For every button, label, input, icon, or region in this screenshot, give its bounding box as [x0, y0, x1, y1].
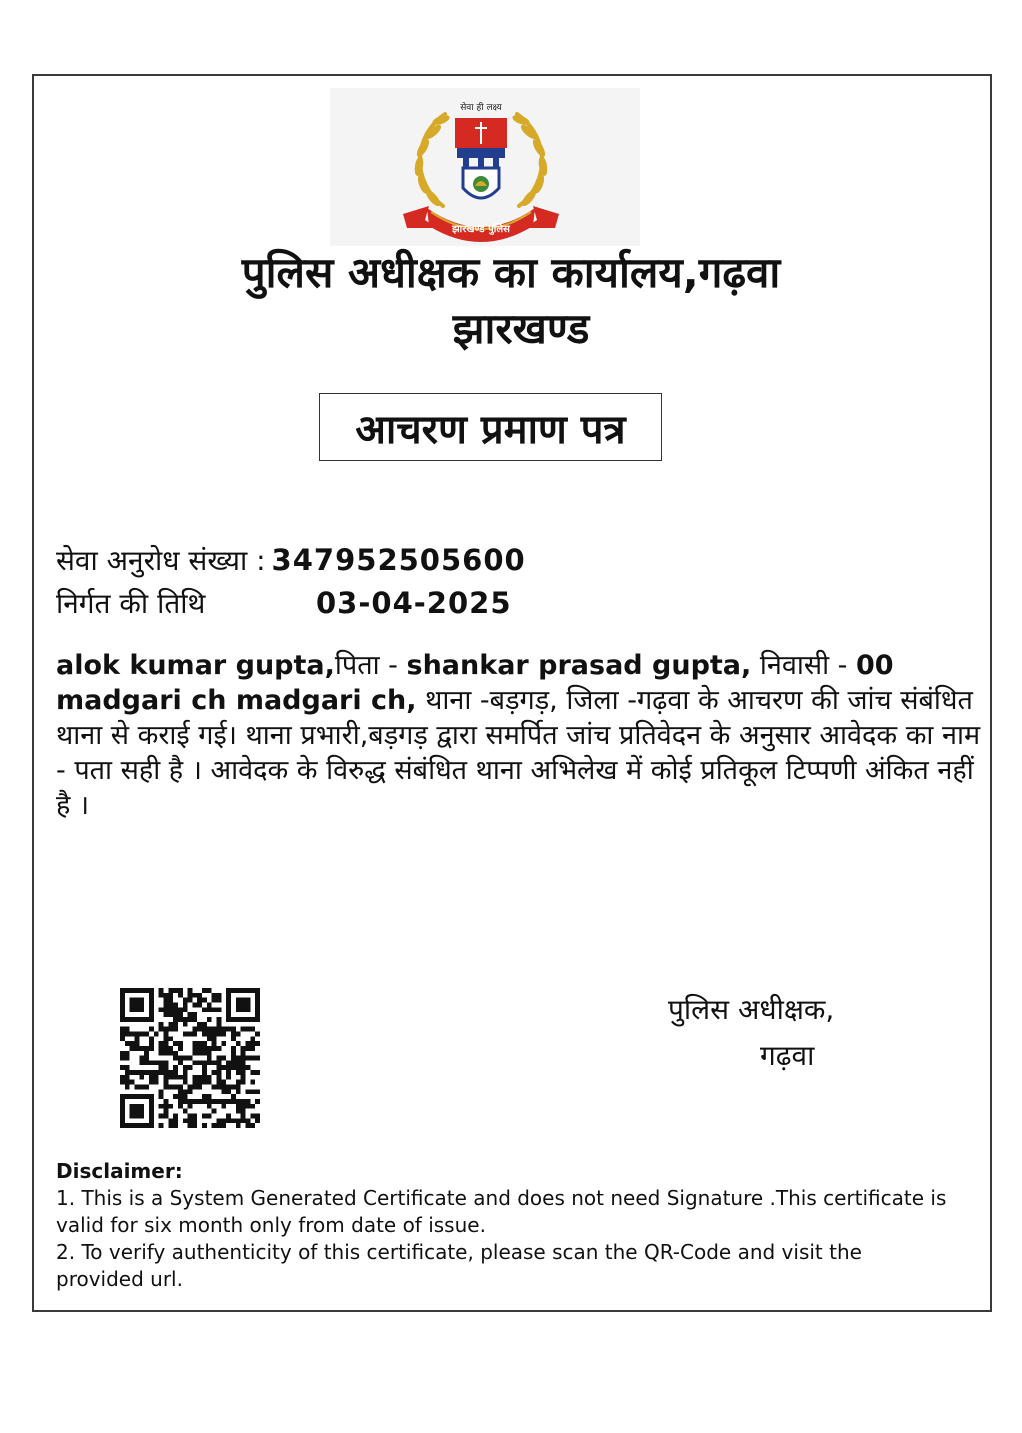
signatory-title: पुलिस अधीक्षक, [668, 993, 835, 1026]
father-label: पिता - [334, 650, 407, 681]
disclaimer-line-1: 1. This is a System Generated Certificate and does not need Signature .This certificate is valid for six month only from date of issue. [56, 1186, 947, 1237]
signatory-place: गढ़वा [760, 1039, 815, 1072]
emblem-ribbon-text: झारखण्ड पुलिस [452, 224, 510, 235]
emblem-motto: सेवा ही लक्ष्य [460, 103, 502, 113]
issue-date-value: 03-04-2025 [316, 586, 512, 620]
disclaimer-heading: Disclaimer: [56, 1159, 183, 1183]
address: 00 madgari ch madgari ch, [56, 650, 894, 716]
certificate-statement: थाना -बड़गड़, जिला -गढ़वा के आचरण की जांच संबंधित थाना से कराई गई। थाना प्रभारी,बड़गड़ द्वारा समर्पित जांच प्रतिवेदन के अनुसार आवेदक का नाम - पता सही है । आवेदक के विरुद्ध संबंधित थाना अभिलेख में कोई प्रतिकूल टिप्पणी अंकित नहीं है । [56, 685, 981, 821]
resident-label: निवासी - [751, 650, 856, 681]
applicant-name: alok kumar gupta, [56, 650, 335, 681]
request-number-row [56, 543, 526, 577]
certificate-title: आचरण प्रमाण पत्र [319, 393, 662, 461]
issue-date-row [56, 586, 512, 620]
issue-date-label: निर्गत की तिथि [56, 587, 206, 620]
request-number-label: सेवा अनुरोध संख्या : [56, 544, 266, 577]
jharkhand-police-emblem [383, 96, 579, 254]
certificate-body [56, 648, 981, 823]
father-name: shankar prasad gupta, [406, 650, 752, 681]
disclaimer [56, 1158, 956, 1293]
request-number-value: 347952505600 [271, 543, 526, 577]
state-title: झारखण्ड [452, 304, 590, 353]
disclaimer-line-2: 2. To verify authenticity of this certificate, please scan the QR-Code and visit the provided url. [56, 1240, 862, 1291]
office-title: पुलिस अधीक्षक का कार्यालय,गढ़वा [241, 248, 781, 297]
verification-qr-code[interactable] [120, 988, 260, 1128]
